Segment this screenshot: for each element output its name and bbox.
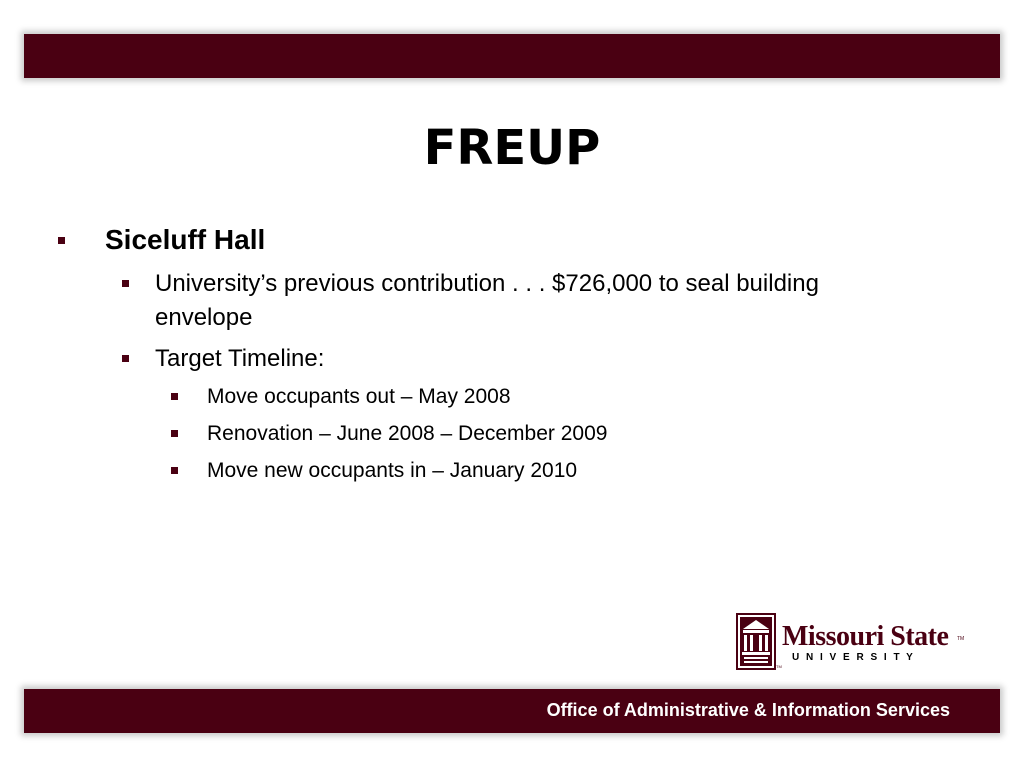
footer-department-name: Office of Administrative & Information Services <box>546 700 950 720</box>
logo-wordmark: Missouri State <box>782 621 949 652</box>
missouri-state-logo <box>736 613 966 671</box>
bullet-level2-target-timeline: Target Timeline: <box>155 345 325 372</box>
footer-band <box>24 689 1000 733</box>
header-band <box>24 34 1000 78</box>
logo-trademark-small: TM <box>776 664 782 669</box>
bullet-level2-contribution-continued: envelope <box>155 304 253 331</box>
bullet-square-icon <box>58 237 65 244</box>
bullet-square-icon <box>171 430 178 437</box>
bullet-square-icon <box>171 467 178 474</box>
bullet-level3-renovation: Renovation – June 2008 – December 2009 <box>207 422 608 445</box>
university-building-icon <box>737 614 775 669</box>
bullet-level3-move-out: Move occupants out – May 2008 <box>207 385 511 408</box>
bullet-level3-move-in: Move new occupants in – January 2010 <box>207 459 578 482</box>
logo-trademark: TM <box>957 636 965 642</box>
bullet-square-icon <box>122 355 129 362</box>
bullet-level2-contribution: University’s previous contribution . . . $726,000 to seal building <box>155 270 819 297</box>
bullet-square-icon <box>171 393 178 400</box>
bullet-level1-siceluff-hall: Siceluff Hall <box>105 224 266 255</box>
slide-title: FREUP <box>423 120 601 176</box>
logo-subtitle: U N I V E R S I T Y <box>792 652 915 663</box>
bullet-square-icon <box>122 280 129 287</box>
